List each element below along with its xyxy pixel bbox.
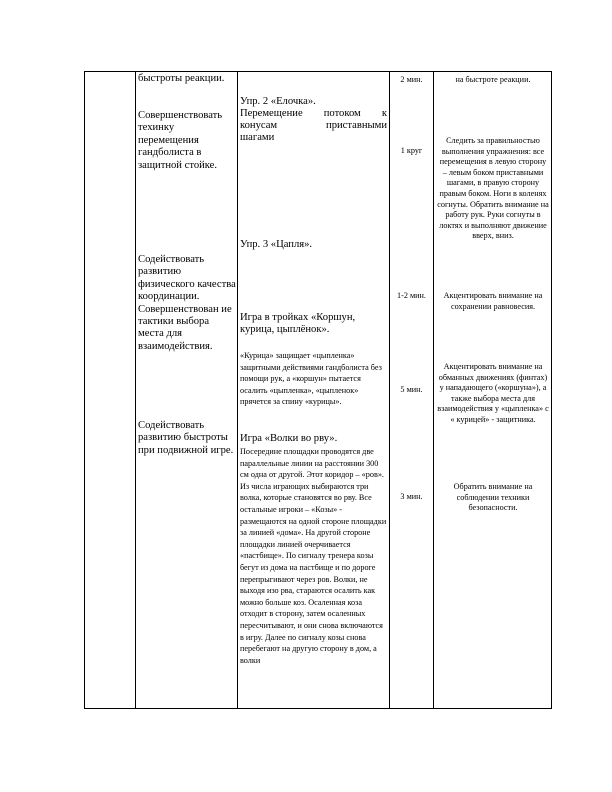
exercise-text: шагами	[240, 132, 275, 143]
dosage-value: 1-2 мин.	[397, 291, 426, 300]
note-text: Обратить внимание на соблюдении техники безопасности.	[453, 482, 533, 513]
goal-text: быстроты реакции.	[138, 73, 225, 84]
note-text: Следить за правильностью выполнения упражнения: все перемещения в левую сторону – левым боком приставными шагами, в правую сторону правым боком. Ноги в коленях согнуты. Обратить внимание на работу рук. Руки согнуты в локтях и выполняют движение вверх, вниз.	[437, 136, 549, 241]
exercise-text: конусам приставными	[240, 120, 387, 131]
dosage-value: 2 мин.	[400, 75, 423, 84]
goals-column	[136, 72, 238, 709]
table-row	[85, 72, 552, 709]
exercise-description: «Курица» защищает «цыпленка» защитными действиями гандболиста без помощи рук, а «коршун» пытается осалить «цыпленка», «цыпленок» прячется за спину «курицы».	[240, 351, 382, 407]
dosage-column	[390, 72, 434, 709]
number-column	[85, 72, 136, 709]
exercise-text: Перемещение потоком к	[240, 108, 387, 119]
dosage-value: 5 мин.	[400, 385, 423, 394]
exercise-title: Упр. 2 «Елочка».	[240, 96, 316, 107]
exercise-description: Посередине площадки проводятся две параллельные линии на расстоянии 300 см одна от другой. Этот коридор – «ров». Из числа играющих выбираются три волка, которые становятся во рву. Все остальные игроки – «Козы» - размещаются на одной стороне площадки за линией «дома». На другой стороне площадки линией очерчивается «пастбище». По сигналу тренера козы бегут из дома на пастбище и по дороге перепрыгивают через ров. Волки, не выходя изо рва, стараются осалить как можно больше коз. Осаленная коза отходит в сторону, затем осаленных пересчитывают, и они снова включаются в игру. Далее по сигналу козы снова перебегают на другую сторону в дом, а волки	[240, 447, 387, 665]
lesson-plan-table	[84, 71, 552, 709]
exercise-title: Игра в тройках «Коршун, курица, цыплёнок».	[240, 312, 356, 336]
notes-column	[434, 72, 552, 709]
goal-text: Совершенствовать техинку перемещения гандболиста в защитной стойке.	[138, 110, 223, 171]
dosage-value: 3 мин.	[400, 492, 423, 501]
note-text: на быстроте реакции.	[455, 75, 531, 84]
content-column	[238, 72, 390, 709]
exercise-title: Игра «Волки во рву».	[240, 433, 338, 444]
note-text: Акцентировать внимание на сохранении равновесия.	[443, 291, 543, 311]
exercise-title: Упр. 3 «Цапля».	[240, 239, 313, 250]
note-text: Акцентировать внимание на обманных движениях (финтах) у нападающего («коршуна»), а также выбора места для взаимодействия у «цыпленка» с « курицей» - защитника.	[437, 362, 549, 424]
goal-text: Содействовать развитию быстроты при подвижной игре.	[138, 420, 234, 456]
goal-text: Содействовать развитию физического качества координации. Совершенствован ие тактики выбора места для взаимодействия.	[138, 254, 236, 352]
dosage-value: 1 круг	[400, 146, 423, 155]
